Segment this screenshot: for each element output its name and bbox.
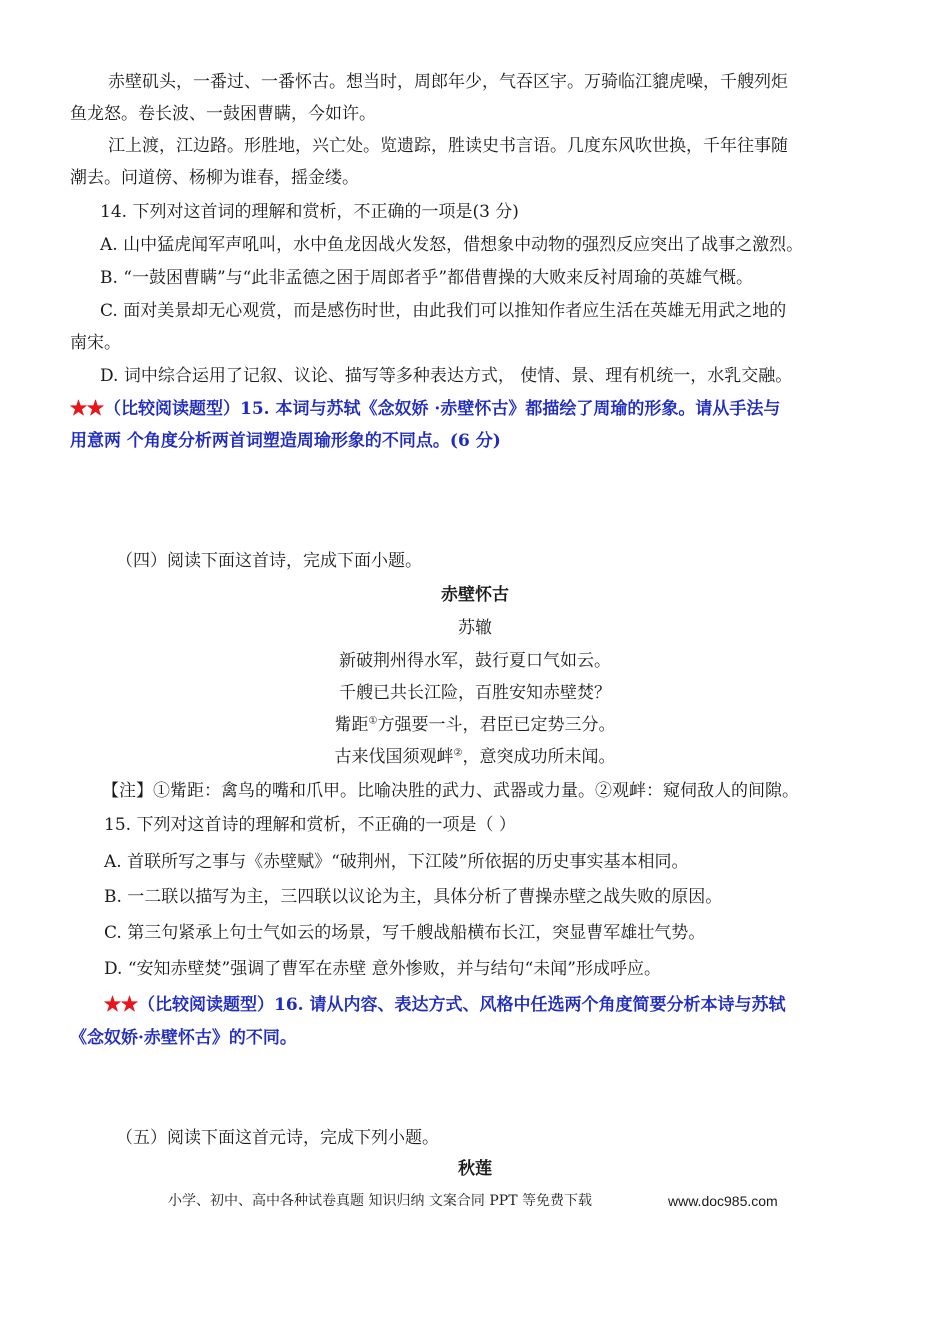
question-14-option-d: D. 词中综合运用了记叙、议论、描写等多种表达方式， 使情、景、理有机统一，水乳交融。 (100, 366, 793, 386)
question-15-option-b: B. 一二联以描写为主，三四联以议论为主，具体分析了曹操赤壁之战失败的原因。 (104, 887, 723, 907)
poem-line-1: 新破荆州得水军，鼓行夏口气如云。 (339, 651, 611, 671)
question-15-compare-cont: 用意两 个角度分析两首词塑造周瑜形象的不同点。(6 分) (70, 431, 501, 451)
question-15-stem: 15. 下列对这首诗的理解和赏析，不正确的一项是（ ） (104, 815, 516, 835)
poem-title: 赤壁怀古 (441, 585, 509, 605)
question-14-stem: 14. 下列对这首词的理解和赏析，不正确的一项是(3 分) (100, 202, 519, 222)
footnote-marker-2: ② (453, 747, 463, 759)
poem-line-4: 古来伐国须观衅②，意突成功所未闻。 (334, 747, 616, 767)
footer-text: 小学、初中、高中各种试卷真题 知识归纳 文案合同 PPT 等免费下载 (168, 1193, 592, 1209)
question-15-compare-text: （比较阅读题型）15. 本词与苏轼《念奴娇 ·赤壁怀古》都描绘了周瑜的形象。请从手法与 (104, 399, 781, 419)
poem-line-3: 觜距①方强要一斗，君臣已定势三分。 (334, 715, 616, 735)
section-5-intro: （五）阅读下面这首元诗，完成下列小题。 (116, 1128, 439, 1148)
ci-line-1: 赤壁矶头，一番过、一番怀古。想当时，周郎年少，气吞区宇。万骑临江貔虎噪，千艘列炬 (108, 72, 788, 92)
question-16 (104, 993, 786, 1017)
footer-link[interactable]: www.doc985.com (668, 1193, 778, 1209)
question-14-option-a: A. 山中猛虎闻军声吼叫，水中鱼龙因战火发怒，借想象中动物的强烈反应突出了战事之激烈。 (100, 235, 804, 255)
question-15-option-d: D. “安知赤壁焚”强调了曹军在赤壁 意外惨败，并与结句“未闻”形成呼应。 (104, 959, 661, 979)
star-rating-icon: ★★ (104, 995, 138, 1015)
question-15-compare (70, 397, 780, 421)
question-15-option-a: A. 首联所写之事与《赤壁赋》“破荆州，下江陵”所依据的历史事实基本相同。 (104, 852, 689, 872)
question-14-option-c: C. 面对美景却无心观赏，而是感伤时世，由此我们可以推知作者应生活在英雄无用武之地的 (100, 301, 787, 321)
ci-line-4: 潮去。问道傍、杨柳为谁春，摇金缕。 (70, 168, 359, 188)
question-14-option-c-cont: 南宋。 (70, 333, 121, 353)
question-14-option-b: B. “一鼓困曹瞒”与“此非孟德之困于周郎者乎”都借曹操的大败来反衬周瑜的英雄气概。 (100, 268, 754, 288)
poem-line-2: 千艘已共长江险，百胜安知赤壁焚？ (339, 683, 611, 703)
question-16-cont: 《念奴娇·赤壁怀古》的不同。 (70, 1028, 297, 1048)
ci-line-2: 鱼龙怒。卷长波、一鼓困曹瞒，今如许。 (70, 104, 376, 124)
question-16-text: （比较阅读题型）16. 请从内容、表达方式、风格中任选两个角度简要分析本诗与苏轼 (138, 995, 786, 1015)
question-15-option-c: C. 第三句紧承上句士气如云的场景，写千艘战船横布长江，突显曹军雄壮气势。 (104, 923, 706, 943)
star-rating-icon: ★★ (70, 399, 104, 419)
poem-author: 苏辙 (458, 618, 492, 638)
poem-note: 【注】①觜距：禽鸟的嘴和爪甲。比喻决胜的武力、武器或力量。②观衅：窥伺敌人的间隙。 (102, 781, 799, 801)
section-4-intro: （四）阅读下面这首诗，完成下面小题。 (116, 551, 422, 571)
footnote-marker-1: ① (368, 715, 378, 727)
ci-line-3: 江上渡，江边路。形胜地，兴亡处。览遗踪，胜读史书言语。几度东风吹世换，千年往事随 (108, 136, 788, 156)
poem-title-2: 秋莲 (458, 1159, 492, 1179)
